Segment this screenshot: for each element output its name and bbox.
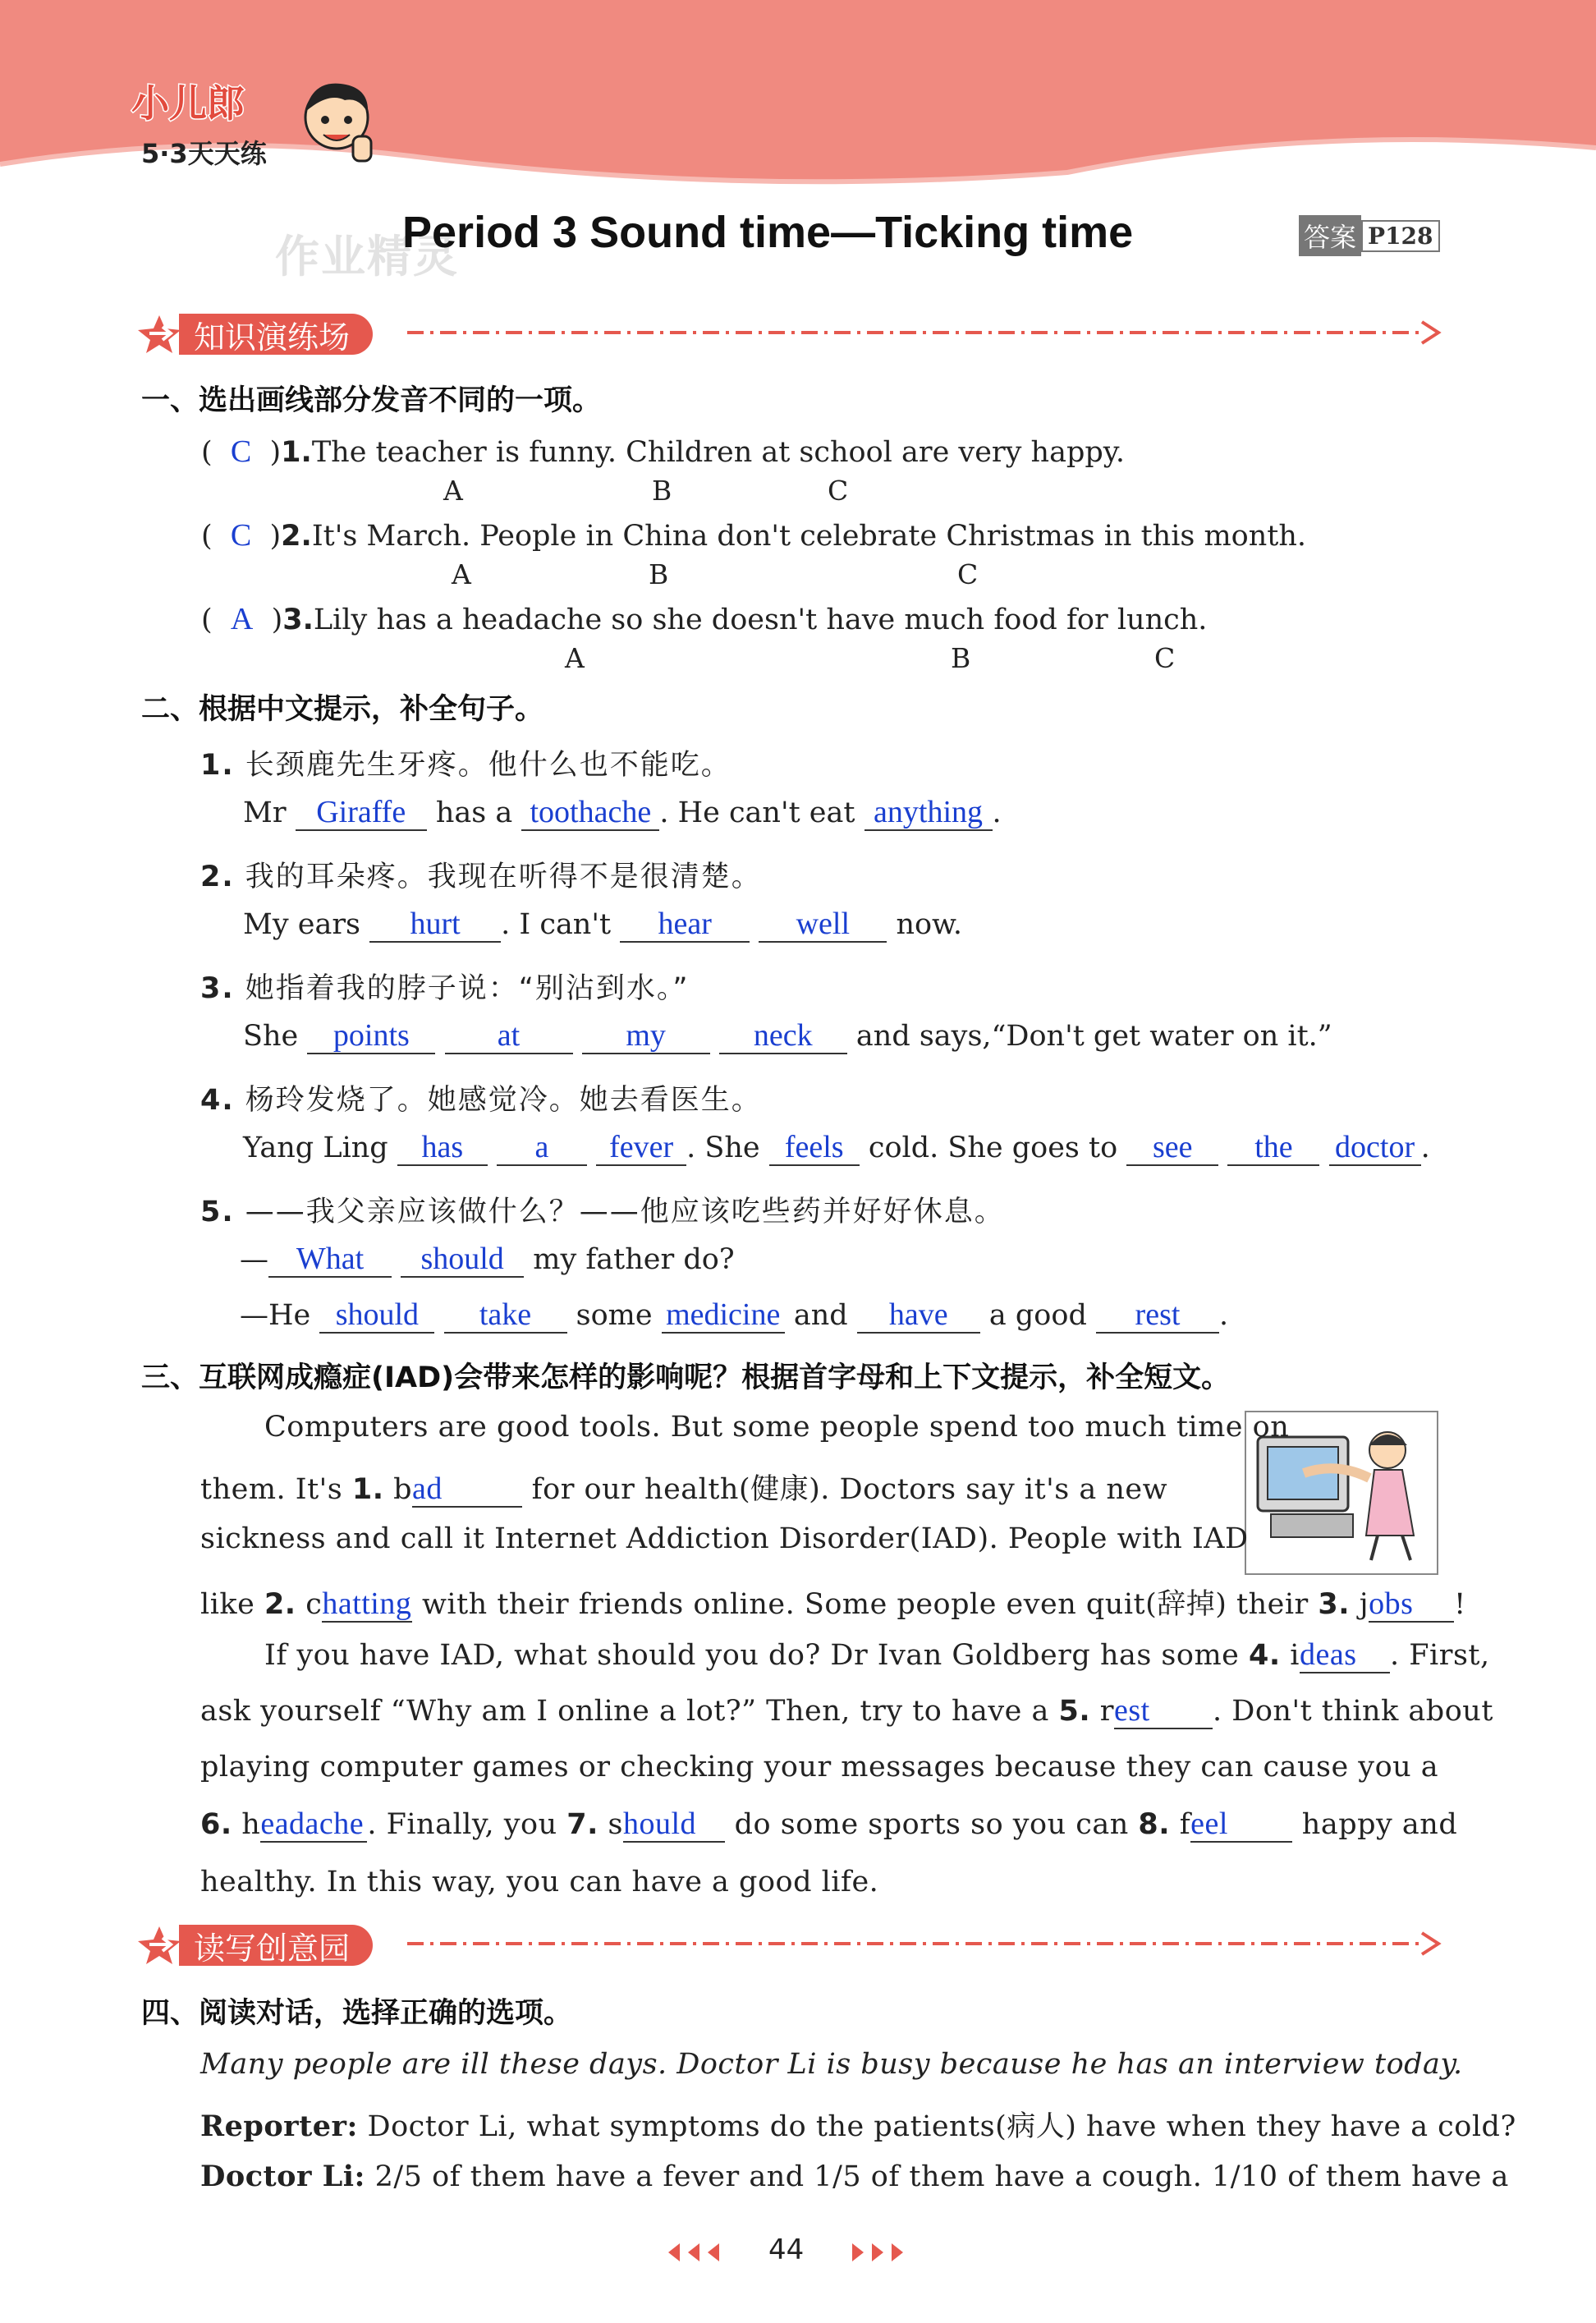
answer-blank[interactable]: take	[444, 1299, 567, 1334]
answer-blank[interactable]: hear	[620, 908, 750, 943]
passage-line-2: them. It's 1. bad for our health(健康). Doctors say it's a new	[200, 1471, 1168, 1506]
dialogue-reporter: Reporter: Doctor Li, what symptoms do the patients(病人) have when they have a cold?	[200, 2110, 1516, 2143]
option-label: C	[957, 558, 979, 590]
part1-item-1: ( C )1.The teacher is funny. Children at school are very happy.	[201, 434, 1126, 469]
part3-heading: 三、互联网成瘾症(IAD)会带来怎样的影响呢？根据首字母和上下文提示，补全短文。	[141, 1361, 1231, 1394]
dashed-arrow-line	[407, 310, 1443, 358]
passage-line-1: Computers are good tools. But some people spend too much time on	[264, 1411, 1290, 1444]
section-banner-practice	[138, 310, 373, 358]
answer-blank[interactable]: medicine	[662, 1299, 785, 1334]
answer-blank[interactable]: doctor	[1329, 1132, 1421, 1166]
item-sentence: The teacher is funny. Children at school are very happy.	[311, 436, 1126, 469]
part2-item-5-en-a: —He should take some medicine and have a good rest .	[240, 1297, 1229, 1332]
answer-blank[interactable]: hatting	[322, 1586, 412, 1621]
answer-blank[interactable]: anything	[864, 797, 993, 831]
item-sentence: Lily has a headache so she doesn't have much food for lunch.	[313, 604, 1208, 636]
passage-line-7: playing computer games or checking your messages because they can cause you a	[200, 1751, 1439, 1784]
answer-label: 答案	[1299, 215, 1361, 256]
arrow-star-icon	[138, 314, 182, 355]
answer-blank[interactable]: has	[397, 1132, 488, 1166]
answer-blank[interactable]: see	[1126, 1132, 1218, 1166]
part2-item-5-en-q: — What should my father do?	[240, 1242, 735, 1276]
dialogue-doctor: Doctor Li: 2/5 of them have a fever and 1/5 of them have a cough. 1/10 of them have a	[200, 2160, 1509, 2193]
answer-page-tag	[1299, 215, 1440, 256]
part2-item-3-en: She points at my neck and says,“Don't get water on it.”	[243, 1018, 1332, 1053]
part4-heading: 四、阅读对话，选择正确的选项。	[141, 1997, 573, 2030]
watermark: 作业精灵	[275, 231, 459, 282]
part2-item-1-cn: 1. 长颈鹿先生牙疼。他什么也不能吃。	[200, 749, 732, 782]
passage-line-8: 6. headache . Finally, you 7. should do some sports so you can 8. feel happy and	[200, 1807, 1458, 1841]
answer-blank[interactable]: fever	[596, 1132, 686, 1166]
answer-blank[interactable]: my	[582, 1020, 710, 1054]
page-next-arrows-icon	[839, 2240, 908, 2265]
option-label: A	[565, 642, 585, 674]
answer-blank[interactable]: eadache	[260, 1808, 367, 1843]
option-label: B	[652, 475, 672, 507]
option-label: C	[828, 475, 849, 507]
answer-blank[interactable]: feels	[769, 1132, 860, 1166]
passage-line-3: sickness and call it Internet Addiction Disorder(IAD). People with IAD	[200, 1522, 1249, 1555]
page-prev-arrows-icon	[663, 2240, 732, 2265]
answer-blank[interactable]: hurt	[369, 908, 501, 943]
dashed-arrow-line	[407, 1921, 1443, 1969]
answer-choice: C	[230, 518, 252, 553]
answer-blank[interactable]: points	[307, 1020, 435, 1054]
brand-subtitle: 5·3天天练	[141, 138, 267, 169]
answer-blank[interactable]: deas	[1300, 1639, 1390, 1673]
answer-blank[interactable]: ad	[412, 1473, 522, 1508]
part2-item-5-cn: 5. ——我父亲应该做什么？——他应该吃些药并好好休息。	[200, 1196, 1005, 1228]
answer-choice: A	[230, 602, 254, 636]
answer-page: P128	[1361, 220, 1440, 252]
part2-item-4-en: Yang Ling has a fever . She feels cold. She goes to see the doctor .	[243, 1130, 1430, 1164]
option-label: B	[649, 558, 669, 590]
passage-line-5: If you have IAD, what should you do? Dr Ivan Goldberg has some 4. ideas . First,	[264, 1637, 1490, 1672]
answer-choice: C	[230, 434, 252, 469]
answer-blank[interactable]: est	[1114, 1695, 1213, 1729]
dialogue-intro: Many people are ill these days. Doctor Li is busy because he has an interview today.	[200, 2048, 1463, 2081]
answer-blank[interactable]: have	[857, 1299, 980, 1334]
answer-blank[interactable]: a	[497, 1132, 587, 1166]
mascot-boy-icon	[296, 72, 378, 171]
answer-blank[interactable]: What	[268, 1243, 392, 1278]
arrow-star-icon	[138, 1925, 182, 1966]
part2-heading: 二、根据中文提示，补全句子。	[141, 693, 544, 726]
page-number: 44	[768, 2233, 805, 2266]
answer-blank[interactable]: rest	[1096, 1299, 1219, 1334]
passage-line-9: healthy. In this way, you can have a good life.	[200, 1866, 879, 1898]
option-label: A	[443, 475, 463, 507]
answer-blank[interactable]: Giraffe	[296, 797, 427, 831]
part2-item-2-cn: 2. 我的耳朵疼。我现在听得不是很清楚。	[200, 861, 762, 893]
part2-item-1-en: Mr Giraffe has a toothache . He can't eat anything .	[243, 795, 1002, 829]
part2-item-4-cn: 4. 杨玲发烧了。她感觉冷。她去看医生。	[200, 1084, 762, 1117]
part1-item-3: ( A )3.Lily has a headache so she doesn't have much food for lunch.	[201, 602, 1208, 636]
answer-blank[interactable]: hould	[623, 1808, 725, 1843]
passage-line-6: ask yourself “Why am I online a lot?” Then, try to have a 5. rest . Don't think about	[200, 1693, 1493, 1728]
section-banner-reading	[138, 1921, 373, 1969]
section-banner-label: 知识演练场	[179, 314, 373, 355]
option-label: A	[452, 558, 471, 590]
item-sentence: It's March. People in China don't celebrate Christmas in this month.	[311, 520, 1307, 553]
answer-blank[interactable]: eel	[1190, 1808, 1292, 1843]
option-label: C	[1154, 642, 1176, 674]
part1-item-2: ( C )2.It's March. People in China don't celebrate Christmas in this month.	[201, 518, 1307, 553]
passage-line-4: like 2. chatting with their friends online. Some people even quit(辞掉) their 3. jobs !	[200, 1586, 1466, 1621]
answer-blank[interactable]: toothache	[521, 797, 659, 831]
part2-item-3-cn: 3. 她指着我的脖子说：“别沾到水。”	[200, 972, 690, 1005]
page-title: Period 3 Sound time—Ticking time	[402, 208, 1134, 257]
option-label: B	[951, 642, 971, 674]
answer-blank[interactable]: the	[1227, 1132, 1319, 1166]
answer-blank[interactable]: should	[319, 1299, 434, 1334]
answer-blank[interactable]: neck	[719, 1020, 847, 1054]
answer-blank[interactable]: should	[401, 1243, 524, 1278]
answer-blank[interactable]: at	[445, 1020, 573, 1054]
brand-name: 小儿郎	[131, 81, 245, 126]
answer-blank[interactable]: obs	[1369, 1588, 1454, 1623]
part2-item-2-en: My ears hurt . I can't hear well now.	[243, 907, 962, 941]
part1-heading: 一、选出画线部分发音不同的一项。	[141, 384, 602, 417]
section-banner-label: 读写创意园	[179, 1925, 373, 1966]
answer-blank[interactable]: well	[759, 908, 887, 943]
